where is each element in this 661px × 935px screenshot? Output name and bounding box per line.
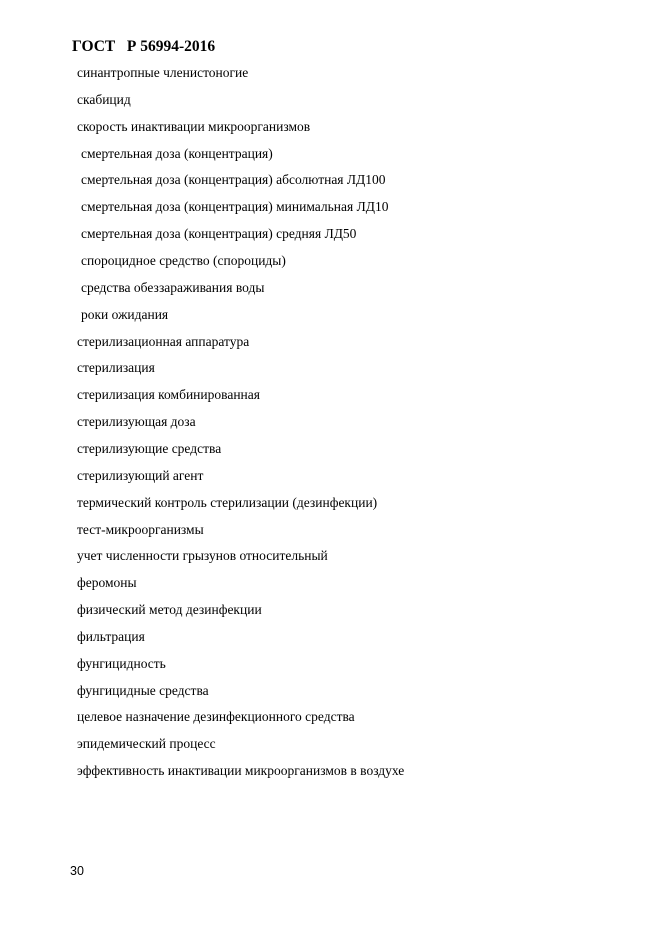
term-item: смертельная доза (концентрация) средняя ЛД50 <box>81 226 357 242</box>
term-item: стерилизующая доза <box>77 414 196 430</box>
term-item: эффективность инактивации микроорганизмов в воздухе <box>77 763 405 779</box>
term-item: скабицид <box>77 91 131 107</box>
page-number: 30 <box>70 864 84 878</box>
term-item: скорость инактивации микроорганизмов <box>77 118 311 134</box>
term-item: стерилизационная аппаратура <box>77 333 250 349</box>
term-item: фунгицидные средства <box>77 682 209 698</box>
term-item: фильтрация <box>77 628 145 644</box>
term-item: смертельная доза (концентрация) <box>81 145 273 161</box>
term-item: эпидемический процесс <box>77 736 216 752</box>
term-item: стерилизация комбинированная <box>77 387 260 403</box>
term-item: тест-микроорганизмы <box>77 521 204 537</box>
term-item: средства обеззараживания воды <box>81 279 265 295</box>
term-item: смертельная доза (концентрация) абсолютная ЛД100 <box>81 172 386 188</box>
term-item: спороцидное средство (спороциды) <box>81 253 286 268</box>
term-item: роки ожидания <box>81 306 169 322</box>
term-item: физический метод дезинфекции <box>77 602 262 617</box>
term-item: синантропные членистоногие <box>77 65 249 80</box>
term-item: фунгицидность <box>77 655 166 671</box>
term-item: целевое назначение дезинфекционного средства <box>77 709 355 725</box>
term-item: термический контроль стерилизации (дезинфекции) <box>77 494 378 510</box>
term-item: стерилизация <box>77 360 155 376</box>
term-item: феромоны <box>77 575 137 591</box>
term-item: смертельная доза (концентрация) минимальная ЛД10 <box>81 199 389 215</box>
term-item: стерилизующие средства <box>77 440 222 456</box>
document-header: ГОСТ Р 56994-2016 <box>72 38 216 55</box>
term-item: учет численности грызунов относительный <box>77 548 328 564</box>
term-item: стерилизующий агент <box>77 467 204 483</box>
